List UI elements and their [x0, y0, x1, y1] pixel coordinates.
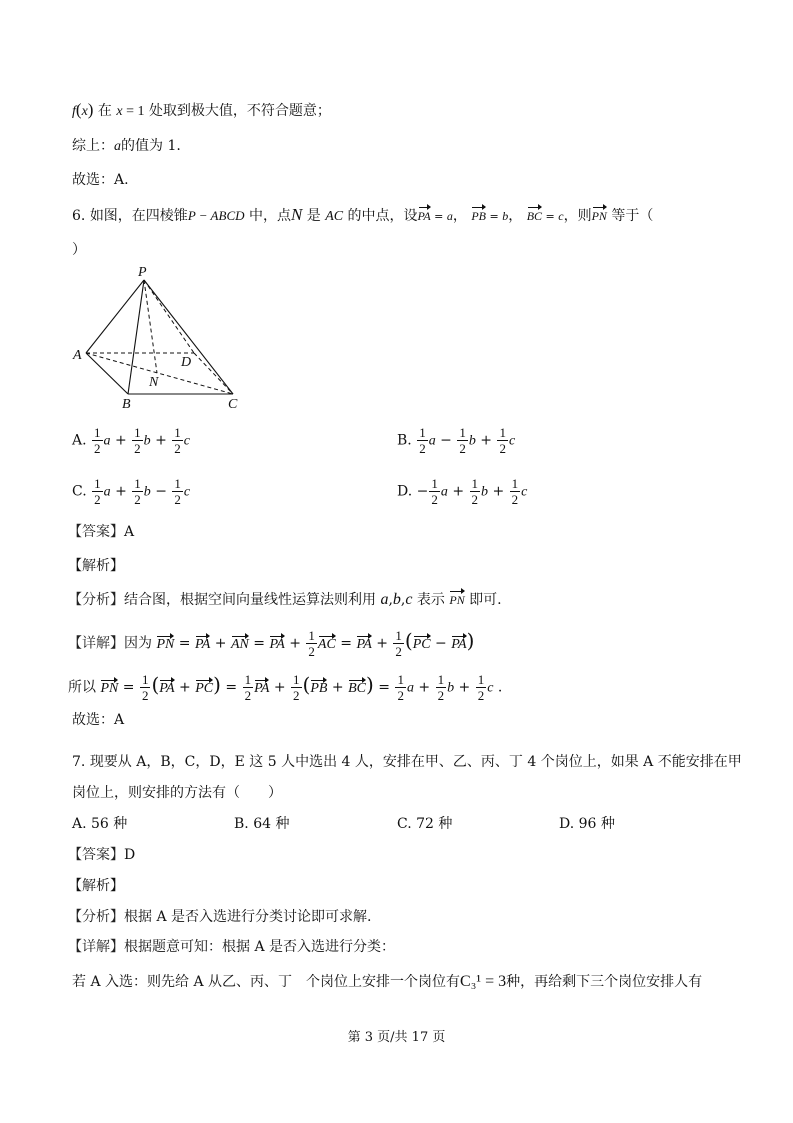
label-C: C	[228, 397, 238, 412]
prev-line-1-text: 处取到极大值，不符合题意；	[148, 103, 331, 119]
q7-option-b[interactable]: B. 64 种	[234, 816, 290, 832]
q6-xiangjie: 【详解】因为 PN = PA + AN = PA + $\frac{1}{2}$ AC = PA + $\frac{1}{2}$ (PC − PA)	[68, 628, 475, 659]
label-P: P	[138, 265, 147, 280]
label-N: N	[149, 375, 159, 390]
page-footer: 第 3 页/共 17 页	[347, 1030, 446, 1045]
q7-answer: 【答案】D	[68, 847, 136, 863]
q7-stem-2: 岗位上，则安排的方法有（ ）	[72, 785, 282, 801]
q6-conclusion: 故选：A	[72, 712, 125, 728]
q6-option-a[interactable]: A. $\frac{1}{2}$ a + $\frac{1}{2}$ b + $\frac{1}{2}$ c	[72, 425, 191, 456]
prev-summary: 综上：a的值为 1.	[72, 138, 181, 154]
q7-analysis-tag: 【解析】	[68, 878, 124, 894]
q6-option-b[interactable]: B. $\frac{1}{2}$ a − $\frac{1}{2}$ b + $\frac{1}{2}$ c	[397, 425, 516, 456]
q7-last-line: 若 A 入选：则先给 A 从乙、丙、丁 个岗位上安排一个岗位有C₃¹ = 3种，再给剩下三个岗位安排人有	[72, 973, 703, 990]
q7-option-a[interactable]: A. 56 种	[72, 816, 128, 832]
q7-option-d[interactable]: D. 96 种	[559, 816, 615, 832]
prev-answer-line: 故选：A.	[72, 172, 129, 188]
label-A: A	[73, 348, 82, 363]
q6-fenxi: 【分析】结合图，根据空间向量线性运算法则利用 a,b,c 表示 PN 即可.	[68, 591, 502, 608]
q7-stem-1: 7. 现要从 A，B，C，D，E 这 5 人中选出 4 人，安排在甲、乙、丙、丁 4 个岗位上，如果 A 不能安排在甲	[72, 754, 742, 770]
q7-option-c[interactable]: C. 72 种	[397, 816, 453, 832]
q6-answer: 【答案】A	[68, 524, 135, 540]
label-D: D	[181, 355, 192, 370]
label-B: B	[122, 397, 131, 412]
q7-fenxi: 【分析】根据 A 是否入选进行分类讨论即可求解.	[68, 909, 372, 925]
q6-stem: 6. 如图，在四棱锥P − ABCD 中，点N 是 AC 的中点，设PA = a， PB = b， BC = c，则PN 等于（	[72, 205, 654, 224]
q6-option-c[interactable]: C. $\frac{1}{2}$ a + $\frac{1}{2}$ b − $\frac{1}{2}$ c	[72, 476, 191, 507]
q6-option-d[interactable]: D. − $\frac{1}{2}$ a + $\frac{1}{2}$ b + $\frac{1}{2}$ c	[397, 476, 528, 507]
pyramid-figure	[70, 262, 250, 412]
prev-line-1: f(x) 在 x = 1 处取到极大值，不符合题意；	[72, 100, 331, 119]
q6-analysis-tag: 【解析】	[68, 558, 124, 574]
q6-derivation: 所以 PN = $\frac{1}{2}$ (PA + PC) = $\frac{1}{2}$ PA + $\frac{1}{2}$ (PB + BC) = $\frac{1}{2}$ a + $\frac{1}{2}$ b + $\frac{1}{2}$ c .	[68, 672, 503, 703]
q6-stem-close: ）	[72, 242, 86, 258]
q7-xiangjie: 【详解】根据题意可知：根据 A 是否入选进行分类：	[68, 939, 396, 955]
